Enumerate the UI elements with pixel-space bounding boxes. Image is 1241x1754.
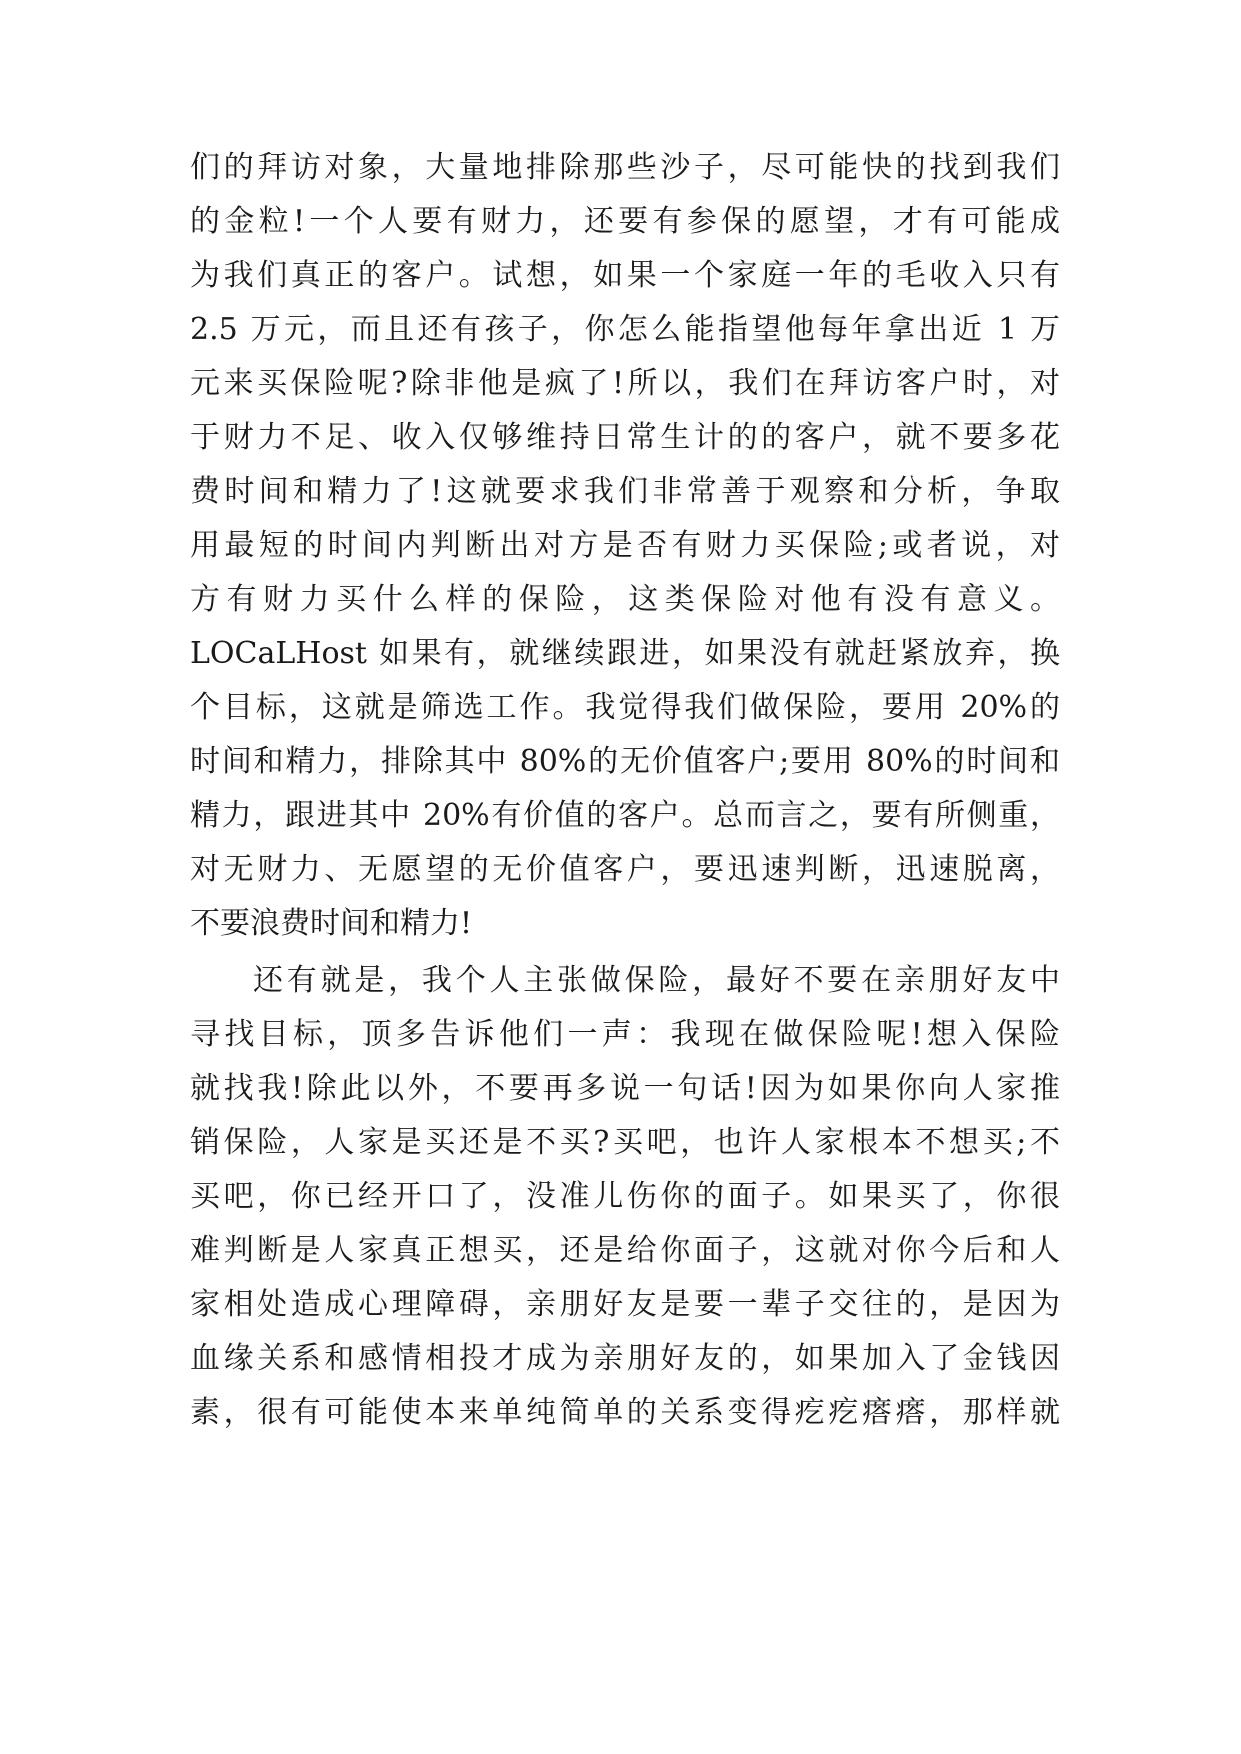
text-line: 就找我!除此以外，不要再多说一句话!因为如果你向人家推 — [190, 1071, 1060, 1106]
text-line: 家相处造成心理障碍，亲朋好友是要一辈子交往的，是因为 — [190, 1287, 1060, 1322]
text-line: 个目标，这就是筛选工作。我觉得我们做保险，要用 20%的 — [190, 690, 1060, 725]
text-line: 用最短的时间内判断出对方是否有财力买保险;或者说，对 — [190, 528, 1060, 563]
text-line: 血缘关系和感情相投才成为亲朋好友的，如果加入了金钱因 — [190, 1341, 1060, 1376]
text-line: 素，很有可能使本来单纯简单的关系变得疙疙瘩瘩，那样就 — [190, 1395, 1060, 1430]
text-line: 费时间和精力了!这就要求我们非常善于观察和分析，争取 — [190, 474, 1060, 509]
text-line: 元来买保险呢?除非他是疯了!所以，我们在拜访客户时，对 — [190, 366, 1060, 401]
text-line: 销保险，人家是买还是不买?买吧，也许人家根本不想买;不 — [190, 1125, 1060, 1160]
text-line: 精力，跟进其中 20%有价值的客户。总而言之，要有所侧重， — [190, 798, 1060, 833]
text-line: 对无财力、无愿望的无价值客户，要迅速判断，迅速脱离， — [190, 852, 1060, 887]
text-line: 不要浪费时间和精力! — [190, 906, 473, 941]
text-line: 时间和精力，排除其中 80%的无价值客户;要用 80%的时间和 — [190, 744, 1060, 779]
text-line: 方有财力买什么样的保险，这类保险对他有没有意义。 — [190, 582, 1060, 617]
text-line: LOCaLHost 如果有，就继续跟进，如果没有就赶紧放弃，换 — [190, 636, 1060, 671]
text-line: 寻找目标，顶多告诉他们一声：我现在做保险呢!想入保险 — [190, 1017, 1060, 1052]
text-line: 们的拜访对象，大量地排除那些沙子，尽可能快的找到我们 — [190, 150, 1060, 185]
text-line: 还有就是，我个人主张做保险，最好不要在亲朋好友中 — [253, 963, 1060, 998]
text-line: 为我们真正的客户。试想，如果一个家庭一年的毛收入只有 — [190, 258, 1060, 293]
text-line: 难判断是人家真正想买，还是给你面子，这就对你今后和人 — [190, 1233, 1060, 1268]
text-line: 的金粒!一个人要有财力，还要有参保的愿望，才有可能成 — [190, 204, 1060, 239]
text-line: 2.5 万元，而且还有孩子，你怎么能指望他每年拿出近 1 万 — [190, 312, 1060, 347]
text-line: 于财力不足、收入仅够维持日常生计的的客户，就不要多花 — [190, 420, 1060, 455]
text-line: 买吧，你已经开口了，没准儿伤你的面子。如果买了，你很 — [190, 1179, 1060, 1214]
